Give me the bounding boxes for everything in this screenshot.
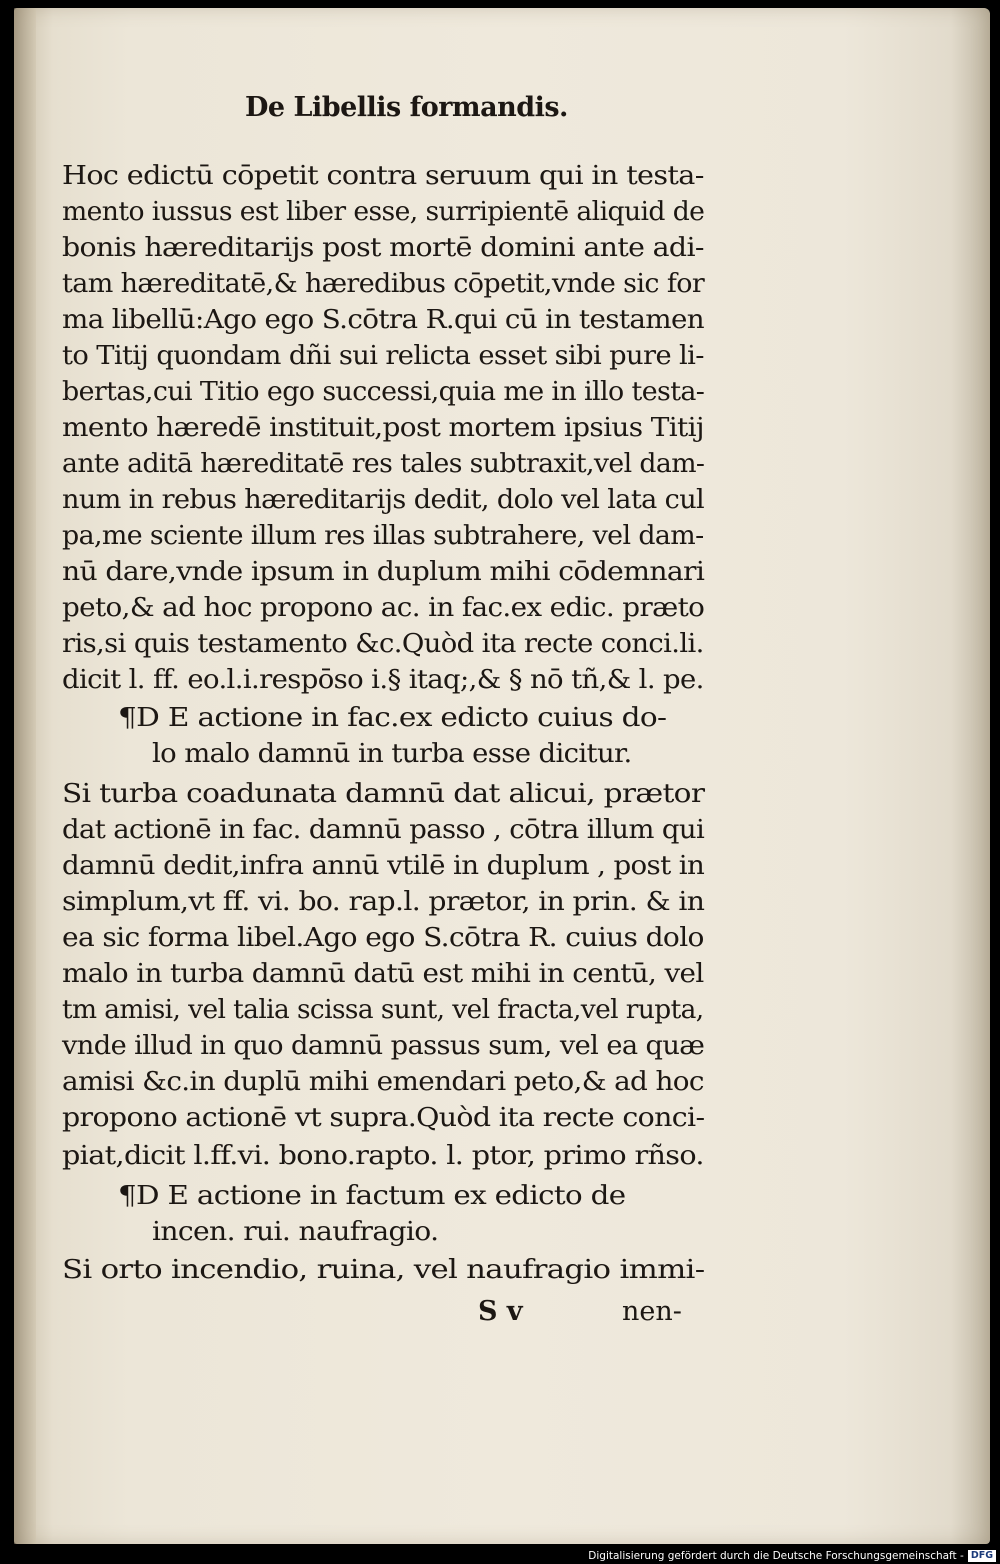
- text-line: ante aditā hæreditatē res tales subtraxit,vel dam-: [62, 448, 705, 479]
- text-line: dicit l. ff. eo.l.i.respōso i.§ itaq;,& § nō tñ,& l. pe.: [62, 664, 704, 695]
- text-line: dat actionē in fac. damnū passo , cōtra illum qui: [62, 814, 705, 845]
- text-line: propono actionē vt supra.Quòd ita recte conci-: [62, 1102, 705, 1133]
- catchword: nen-: [622, 1296, 682, 1327]
- text-line: incen. rui. naufragio.: [152, 1216, 439, 1247]
- text-line: Si orto incendio, ruina, vel naufragio immi-: [62, 1254, 705, 1285]
- text-line: ea sic forma libel.Ago ego S.cōtra R. cuius dolo: [62, 922, 704, 953]
- text-line: ¶D E actione in fac.ex edicto cuius do-: [118, 703, 667, 733]
- text-line: vnde illud in quo damnū passus sum, vel ea quæ: [62, 1030, 705, 1061]
- text-line: ¶D E actione in factum ex edicto de: [118, 1181, 626, 1211]
- text-line: ma libellū:Ago ego S.cōtra R.qui cū in testamen: [62, 304, 705, 335]
- text-line: bertas,cui Titio ego successi,quia me in illo testa-: [62, 376, 705, 407]
- text-line: Si turba coadunata damnū dat alicui, prætor: [62, 778, 705, 809]
- text-line: damnū dedit,infra annū vtilē in duplum , post in: [62, 850, 705, 881]
- dfg-logo: DFG: [968, 1550, 996, 1562]
- text-line: malo in turba damnū datū est mihi in centū, vel: [62, 958, 704, 989]
- text-line: simplum,vt ff. vi. bo. rap.l. prætor, in prin. & in: [62, 886, 705, 917]
- credit-text: Digitalisierung gefördert durch die Deutsche Forschungsgemeinschaft -: [588, 1550, 964, 1562]
- text-line: mento iussus est liber esse, surripientē aliquid de: [62, 196, 705, 227]
- digitization-credit: [580, 1548, 1000, 1564]
- text-line: mento hæredē instituit,post mortem ipsius Titij: [62, 412, 704, 443]
- text-line: to Titij quondam dñi sui relicta esset sibi pure li-: [62, 340, 704, 371]
- text-line: piat,dicit l.ff.vi. bono.rapto. l. ptor, primo rñso.: [62, 1140, 704, 1171]
- text-line: Hoc edictū cōpetit contra seruum qui in testa-: [62, 160, 704, 191]
- text-line: peto,& ad hoc propono ac. in fac.ex edic. præto: [62, 592, 705, 623]
- text-line: bonis hæreditarijs post mortē domini ante adi-: [62, 232, 704, 263]
- text-line: nū dare,vnde ipsum in duplum mihi cōdemnari: [62, 556, 705, 587]
- text-line: tm amisi, vel talia scissa sunt, vel fracta,vel rupta,: [62, 994, 704, 1025]
- running-heading: De Libellis formandis.: [245, 92, 568, 123]
- text-line: lo malo damnū in turba esse dicitur.: [152, 738, 632, 769]
- text-line: ris,si quis testamento &c.Quòd ita recte conci.li.: [62, 628, 704, 659]
- text-line: tam hæreditatē,& hæredibus cōpetit,vnde sic for: [62, 268, 705, 299]
- text-line: num in rebus hæreditarijs dedit, dolo vel lata cul: [62, 484, 705, 515]
- text-line: amisi &c.in duplū mihi emendari peto,& ad hoc: [62, 1066, 704, 1097]
- signature-mark: S v: [478, 1296, 523, 1327]
- text-line: pa,me sciente illum res illas subtrahere, vel dam-: [62, 520, 704, 551]
